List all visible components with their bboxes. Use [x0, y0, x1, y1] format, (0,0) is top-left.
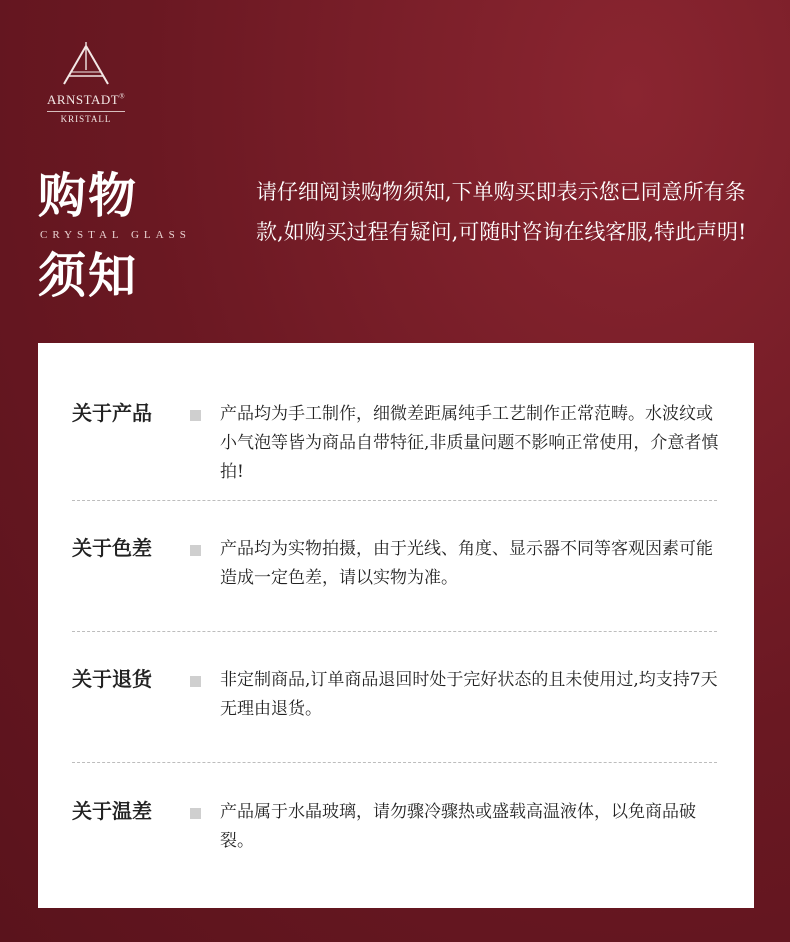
logo-sub-text: KRISTALL [60, 114, 112, 124]
intro-text: 请仔细阅读购物须知,下单购买即表示您已同意所有条款,如购买过程有疑问,可随时咨询在线客服,特此声明! [256, 180, 747, 244]
square-bullet-icon [190, 808, 201, 819]
square-bullet-icon [190, 676, 201, 687]
section-divider [72, 631, 717, 632]
section-body: 产品属于水晶玻璃，请勿骤冷骤热或盛载高温液体，以免商品破裂。 [220, 802, 696, 851]
page-subtitle: CRYSTAL GLASS [40, 229, 191, 241]
section-title: 关于产品 [72, 401, 152, 425]
crystal-triangle-icon [58, 40, 114, 88]
section-divider [72, 762, 717, 763]
logo-brand-text: ARNSTADT® [46, 92, 126, 107]
section-title: 关于色差 [72, 536, 152, 560]
notice-card [38, 343, 754, 908]
section-body: 产品均为手工制作，细微差距属纯手工艺制作正常范畴。水波纹或小气泡等皆为商品自带特征,非质量问题不影响正常使用，介意者慎拍! [220, 404, 719, 482]
section-body: 产品均为实物拍摄，由于光线、角度、显示器不同等客观因素可能造成一定色差，请以实物为准。 [220, 539, 713, 588]
page-title-line1: 购物 [38, 168, 139, 224]
section-title: 关于退货 [72, 667, 152, 691]
brand-logo [36, 40, 136, 124]
square-bullet-icon [190, 410, 201, 421]
section-title: 关于温差 [72, 799, 152, 823]
section-divider [72, 500, 717, 501]
section-body: 非定制商品,订单商品退回时处于完好状态的且未使用过,均支持7天无理由退货。 [220, 670, 718, 719]
square-bullet-icon [190, 545, 201, 556]
page-title-line2: 须知 [38, 248, 139, 304]
logo-divider [47, 111, 125, 112]
